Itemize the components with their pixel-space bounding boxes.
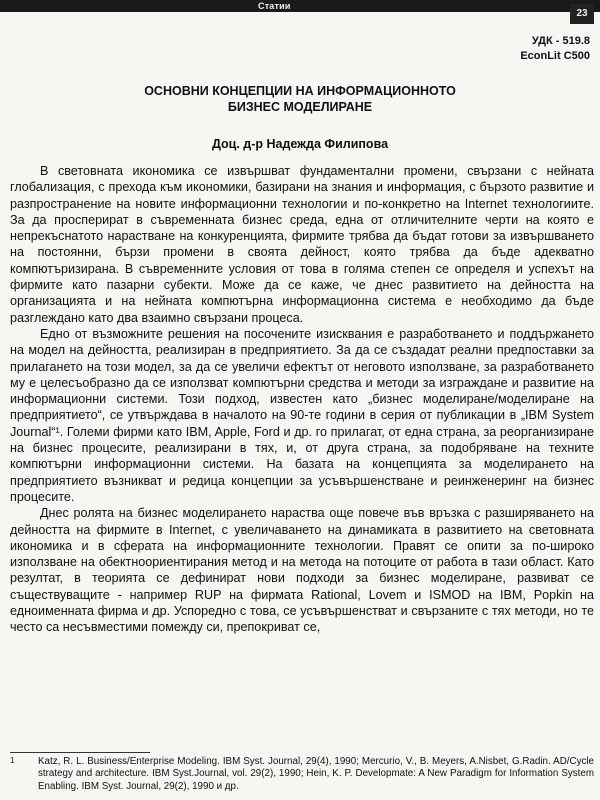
page-number: 23 <box>570 4 594 24</box>
footnote-marker: 1 <box>10 756 15 765</box>
article-title-line-1: ОСНОВНИ КОНЦЕПЦИИ НА ИНФОРМАЦИОННОТО <box>144 84 456 98</box>
article-title-line-2: БИЗНЕС МОДЕЛИРАНЕ <box>227 100 373 114</box>
paragraph: В световната икономика се извършват фундаментални промени, свързани с нейната глобализация, с прехода към икономики, базирани на знания и информация, с бързото развитие и разпространение на новите информационни технологии и по-конкретно на Internet технологиите. За да просперират в съвременната бизнес среда, една от отличителните черти на която е непрекъснатото нарастване на конкуренцията, фирмите трябва да бъдат готови за извършването на постоянни, бързи промени в своята дейност, която трябва да бъде адекватно компютъризирана. В съвременните условия от това в голяма степен се определя и успехът на фирмите като пазарни субекти. Може да се каже, че днес развитието на дейността на организацията и на нейната компютърна информационна система е необходимо да бъде разглеждано като два взаимно свързани процеса. <box>10 164 594 325</box>
footnote-text: Katz, R. L. Business/Enterprise Modeling. IBM Syst. Journal, 29(4), 1990; Mercurio, V., B. Meyers, A.Nisbet, G.Radin. AD/Cycle strategy and architecture. IBM Syst.Journal, vol. 29(2), 1990; Hein, K. P. Developmate: A New Paradigm for Information System Enabling. IBM Syst. Journal, 29(2), 1990 и др. <box>38 756 594 792</box>
footnote-divider <box>10 752 150 753</box>
footnote <box>10 756 594 793</box>
paragraph: Днес ролята на бизнес моделирането нараства още повече във връзка с разширяването на дейността на фирмите в Internet, с увеличаването на динамиката в развитието на световната икономика и в сферата на информационните технологии. Правят се опити за по-широко използване на обектноориентирания метод и на метода на потоците от работа в тази област. Като резултат, в теорията се дефинират нови подходи за бизнес моделиране, развиват се съществуващите - например RUP на фирмата Rational, Lovem и ISMOD на IBM, Popkin на едноименната фирма и др. Успоредно с това, се усъвършенстват и свързаните с тях методи, но те често са несъвместими помежду си, препокриват се, <box>10 506 594 635</box>
section-label: Статии <box>258 1 291 11</box>
article-title <box>0 83 600 115</box>
author-name: Доц. д-р Надежда Филипова <box>211 137 389 151</box>
article-body <box>10 163 594 636</box>
econlit-code: EconLit C500 <box>520 50 590 62</box>
classification-codes <box>520 34 590 64</box>
udk-code: УДК - 519.8 <box>531 35 590 47</box>
paragraph: Едно от възможните решения на посочените изисквания е разработването и поддържането на модел на дейността, реализиран в предприятието. За да се създадат реални предпоставки за прилагането на този модел, за да се увеличи ефектът от неговото използване, за разработването му е целесъобразно да се използват компютърни средства и методи за изграждане и развитие на информационни системи. Този подход, известен като „бизнес моделиране/моделиране на предприятието“, се утвърждава в началото на 90-те години в серия от публикации в „IBM System Journal“¹. Големи фирми като IBM, Apple, Ford и др. го прилагат, от една страна, за реорганизиране на бизнес процесите, реализирани в тях, и, от друга страна, за подобряване на техните компютърни информационни системи. На базата на концепцията за моделирането на предприятието възникват и редица концепции за усъвършенстване и реинженеринг на бизнес процесите. <box>10 326 594 504</box>
header-bar <box>0 0 600 12</box>
